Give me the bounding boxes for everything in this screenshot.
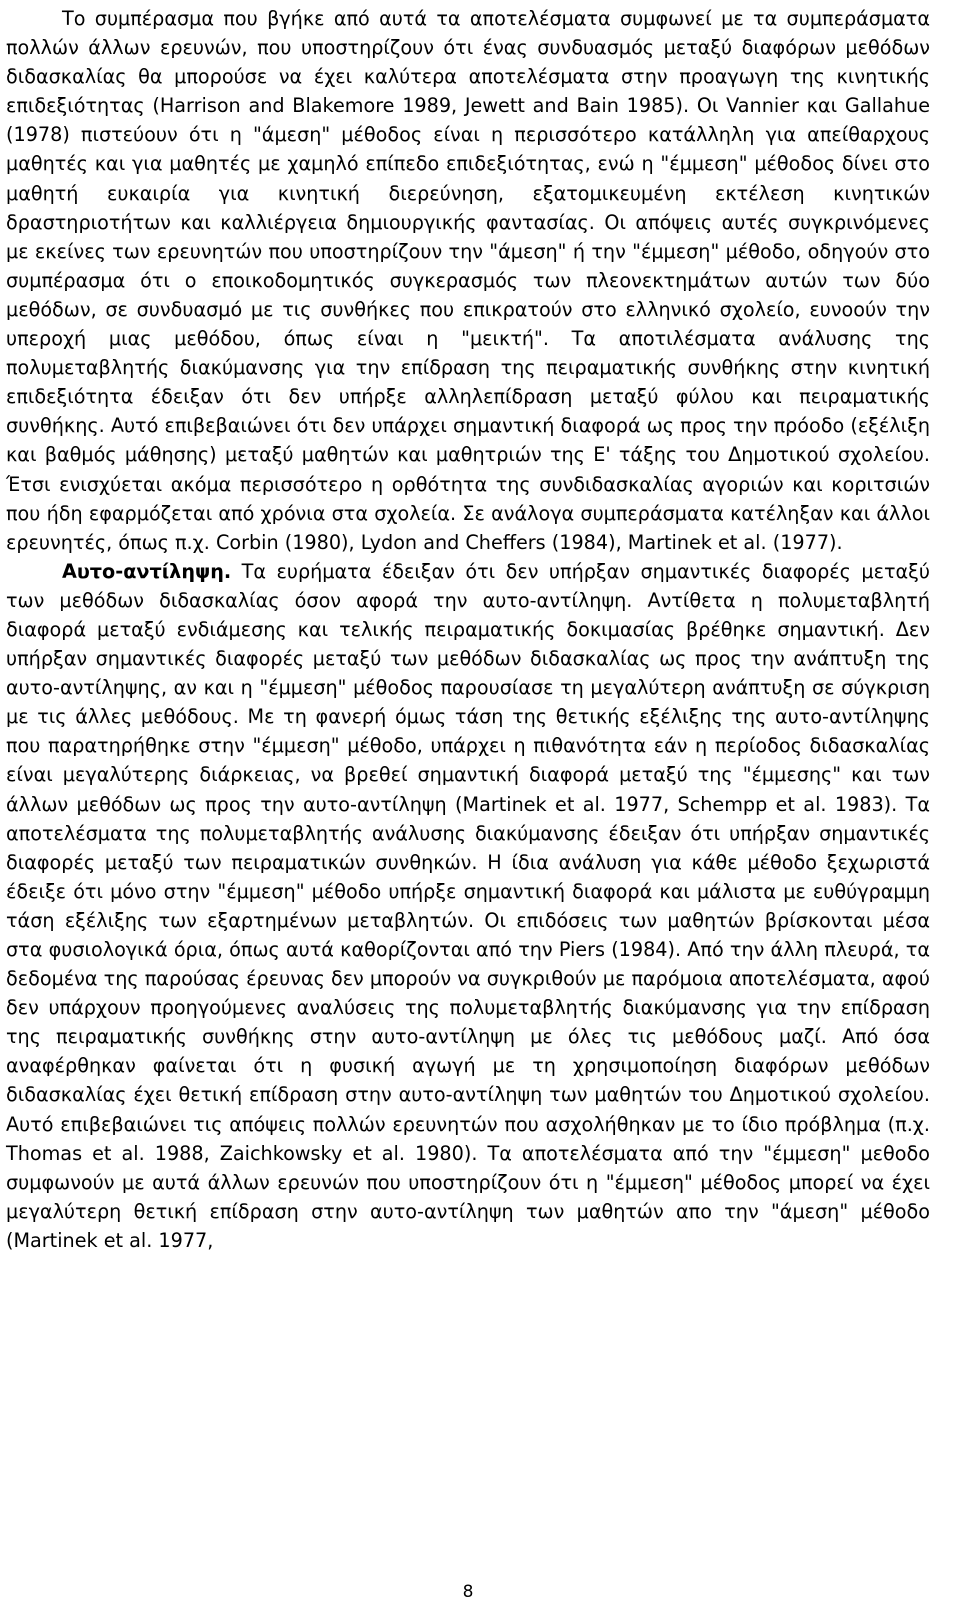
paragraph-results-motor-skill [6, 4, 930, 557]
paragraph-text: Τα ευρήματα έδειξαν ότι δεν υπήρξαν σημαντικές διαφορές μεταξύ των μεθόδων διδασκαλίας όσον αφορά την αυτο-αντίληψη. Αντίθετα η πολυμεταβλητή διαφορά μεταξύ ενδιάμεσης και τελικής πειραματικής δοκιμασίας βρέθηκε σημαντική. Δεν υπήρξαν σημαντικές διαφορές μεταξύ των μεθόδων διδασκαλίας ως προς την ανάπτυξη της αυτο-αντίληψης, αν και η "έμμεση" μέθοδος παρουσίασε τη μεγαλύτερη ανάπτυξη σε σύγκριση με τις άλλες μεθόδους. Με τη φανερή όμως τάση της θετικής εξέλιξης της αυτο-αντίληψης που παρατηρήθηκε στην "έμμεση" μέθοδο, υπάρχει η πιθανότητα εάν η περίοδος διδασκαλίας είναι μεγαλύτερης διάρκειας, να βρεθεί σημαντική διαφορά μεταξύ της "έμμεσης" και των άλλων μεθόδων ως προς την αυτο-αντίληψη (Martinek et al. 1977, Schempp et al. 1983). Τα αποτελέσματα της πολυμεταβλητής ανάλυσης διακύμανσης έδειξαν ότι υπήρξαν σημαντικές διαφορές μεταξύ των πειραματικών συνθηκών. Η ίδια ανάλυση για κάθε μέθοδο ξεχωριστά έδειξε ότι μόνο στην "έμμεση" μέθοδο υπήρξε σημαντική διαφορά και μάλιστα με ευθύγραμμη τάση εξέλιξης των εξαρτημένων μεταβλητών. Οι επιδόσεις των μαθητών βρίσκονται μέσα στα φυσιολογικά όρια, όπως αυτά καθορίζονται από την Piers (1984). Από την άλλη πλευρά, τα δεδομένα της παρούσας έρευνας δεν μπορούν να συγκριθούν με παρόμοια αποτελέσματα, αφού δεν υπάρχουν προηγούμενες αναλύσεις της πολυμεταβλητής διακύμανσης για την επίδραση της πειραματικής συνθήκης στην αυτο-αντίληψη με όλες τις μεθόδους μαζί. Από όσα αναφέρθηκαν φαίνεται ότι η φυσική αγωγή με τη χρησιμοποίηση διαφόρων μεθόδων διδασκαλίας έχει θετική επίδραση στην αυτο-αντίληψη των μαθητών του Δημοτικού σχολείου. Αυτό επιβεβαιώνει τις απόψεις πολλών ερευνητών που ασχολήθηκαν με το ίδιο πρόβλημα (π.χ. Thomas et al. 1988, Zaichkowsky et al. 1980). Τα αποτελέσματα από την "έμμεση" μεθοδο συμφωνούν με αυτά άλλων ερευνών που υποστηρίζουν ότι η "έμμεση" μέθοδος μπορεί να έχει μεγαλύτερη θετική επίδραση στην αυτο-αντίληψη των μαθητών απο την "άμεση" μέθοδο (Martinek et al. 1977, [6, 559, 930, 1252]
section-heading: Αυτο-αντίληψη. [62, 559, 232, 583]
document-body [6, 4, 930, 1255]
page-number: 8 [462, 1582, 474, 1602]
paragraph-self-concept [6, 557, 930, 1255]
paragraph-text: Το συμπέρασμα που βγήκε από αυτά τα αποτελέσματα συμφωνεί με τα συμπεράσματα πολλών άλλων ερευνών, που υποστηρίζουν ότι ένας συνδυασμός μεταξύ διαφόρων μεθόδων διδασκαλίας θα μπορούσε να έχει καλύτερα αποτελέσματα στην προαγωγη της κινητικής επιδεξιότητας (Harrison and Blakemore 1989, Jewett and Bain 1985). Οι Vannier και Gallahue (1978) πιστεύουν ότι η "άμεση" μέθοδος είναι η περισσότερο κατάλληλη για απείθαρχους μαθητές και για μαθητές με χαμηλό επίπεδο επιδεξιότητας, ενώ η "έμμεση" μέθοδος δίνει στο μαθητή ευκαιρία για κινητική διερεύνηση, εξατομικευμένη εκτέλεση κινητικών δραστηριοτήτων και καλλιέργεια δημιουργικής φαντασίας. Οι απόψεις αυτές συγκρινόμενες με εκείνες των ερευνητών που υποστηρίζουν την "άμεση" ή την "έμμεση" μέθοδο, οδηγούν στο συμπέρασμα ότι ο εποικοδομητικός συγκερασμός των πλεονεκτημάτων αυτών των δύο μεθόδων, σε συνδυασμό με τις συνθήκες που επικρατούν στο ελληνικό σχολείο, ευνοούν την υπεροχή μιας μεθόδου, όπως είναι η "μεικτή". Τα αποτιλέσματα ανάλυσης της πολυμεταβλητής διακύμανσης για την επίδραση της πειραματικής συνθήκης στην κινητική επιδεξιότητα έδειξαν ότι δεν υπήρξε αλληλεπίδραση μεταξύ φύλου και πειραματικής συνθήκης. Αυτό επιβεβαιώνει ότι δεν υπάρχει σημαντική διαφορά ως προς την πρόοδο (εξέλιξη και βαθμός μάθησης) μεταξύ μαθητών και μαθητριών της Ε' τάξης του Δημοτικού σχολείου. Έτσι ενισχύεται ακόμα περισσότερο η ορθότητα της συνδιδασκαλίας αγοριών και κοριτσιών που ήδη εφαρμόζεται από χρόνια στα σχολεία. Σε ανάλογα συμπεράσματα κατέληξαν και άλλοι ερευνητές, όπως π.χ. Corbin (1980), Lydon and Cheffers (1984), Martinek et al. (1977). [6, 7, 930, 554]
